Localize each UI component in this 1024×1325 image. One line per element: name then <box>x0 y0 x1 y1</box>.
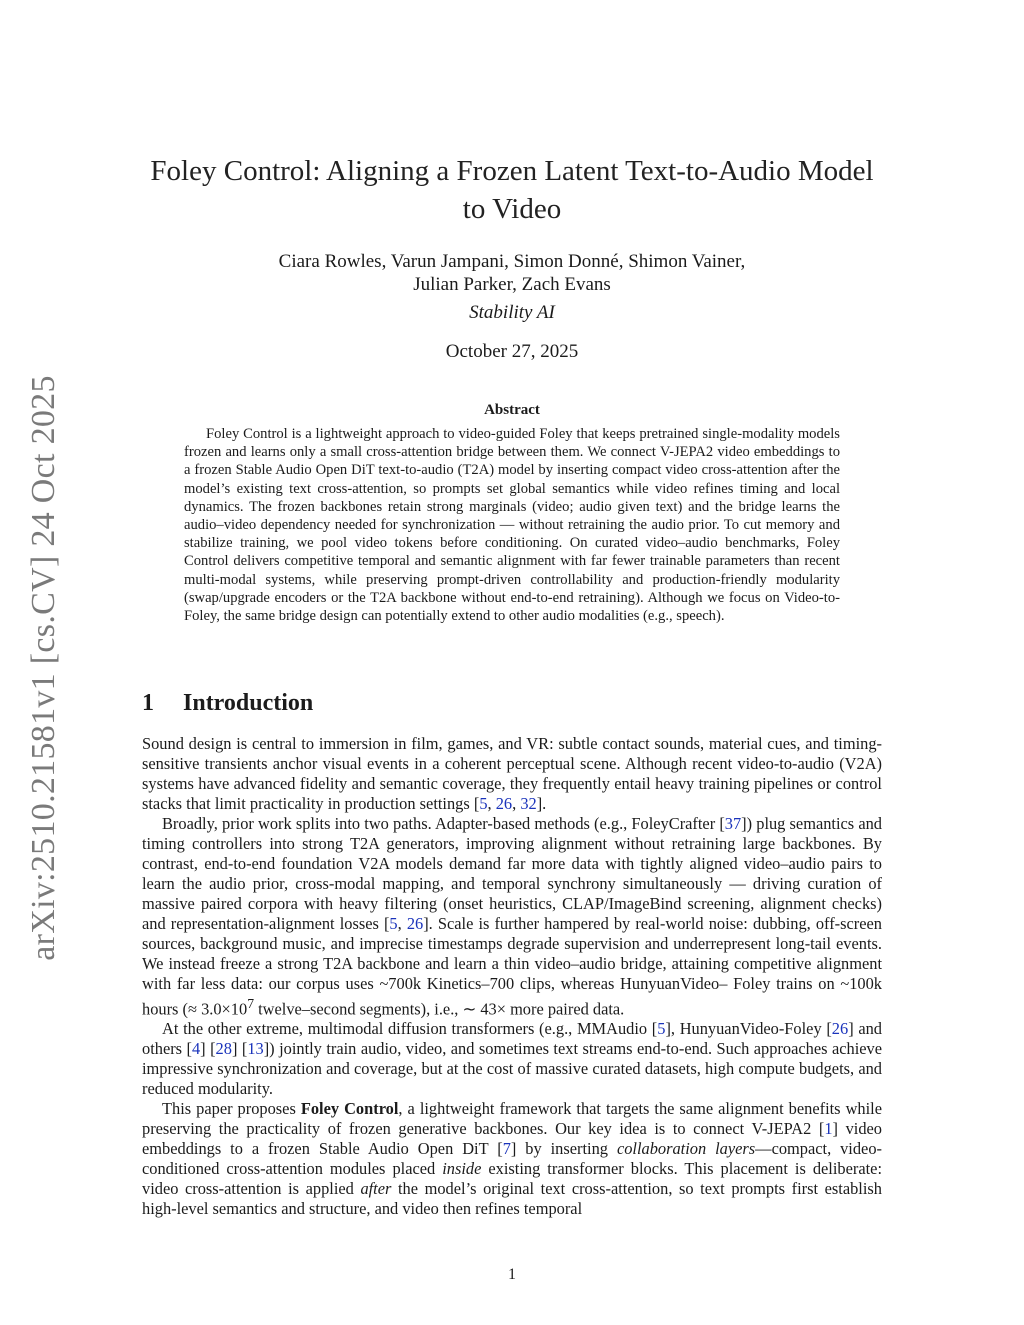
publication-date: October 27, 2025 <box>445 341 579 362</box>
bold-method-name: Foley Control <box>300 1099 399 1119</box>
emphasis-text: inside <box>442 1159 482 1179</box>
citation-link[interactable]: 4 <box>191 1039 201 1059</box>
citation-link[interactable]: 5 <box>479 794 488 813</box>
citation-link[interactable]: 26 <box>406 914 424 933</box>
introduction-body <box>142 734 882 1219</box>
paragraph-2: Broadly, prior work splits into two paths. Adapter-based methods (e.g., FoleyCrafter [37]) plug semantics and timing controllers into strong T2A generators, improving alignment without retraining large backbones. By contrast, end-to-end foundation V2A models demand far more data with tightly aligned video–audio pairs to learn the audio prior, cross-modal mapping, and temporal synchrony simultaneously — driving curation of massive paired corpora with heavy filtering (onset heuristics, CLAP/ImageBind screening, alignment checks) and representation-alignment losses [5, 26]. Scale is further hampered by real-world noise: dubbing, off-screen sources, background music, and imprecise timestamps degrade supervision and underrepresent long-tail events. We instead freeze a strong T2A backbone and learn a thin video–audio bridge, attaining competitive alignment with far less data: our corpus uses ~700k Kinetics–700 clips, whereas HunyuanVideo– Foley trains on ~100k hours (≈ $3.0\times 10^7$ twelve–second segments), i.e., ∼ 43× more paired data. <box>142 814 882 1019</box>
authors-line-2: Julian Parker, Zach Evans <box>413 274 611 295</box>
section-title: Introduction <box>183 690 314 716</box>
affiliation: Stability AI <box>469 302 555 323</box>
author-list <box>140 250 884 296</box>
arxiv-id-text: arXiv:2510.21581v1 [cs.CV] 24 Oct 2025 <box>25 375 62 961</box>
abstract-body: Foley Control is a lightweight approach to video-guided Foley that keeps pretrained single-modality models frozen and learns only a small cross-attention bridge between them. We connect V-JEPA2 video embeddings to a frozen Stable Audio Open DiT text-to-audio (T2A) model by inserting compact video cross-attention after the model’s existing text cross-attention, so prompts set global semantics while video refines timing and local dynamics. The frozen backbones retain strong marginals (video; audio given text) and the bridge learns the audio–video dependency needed for synchronization — without retraining the audio prior. To cut memory and stabilize training, we pool video tokens before conditioning. On curated video–audio benchmarks, Foley Control delivers competitive temporal and semantic alignment with far fewer trainable parameters than recent multi-modal systems, while preserving prompt-driven controllability and production-friendly modularity (swap/upgrade encoders or the T2A backbone without end-to-end retraining). Although we focus on Video-to-Foley, the same bridge design can potentially extend to other audio modalities (e.g., speech). <box>184 426 840 625</box>
section-heading-introduction <box>142 690 882 717</box>
paper-title <box>140 152 884 228</box>
superscript-exponent: 7 <box>247 996 255 1011</box>
citation-link[interactable]: 26 <box>495 794 513 813</box>
citation-link[interactable]: 13 <box>247 1039 264 1059</box>
citation-link[interactable]: 32 <box>520 794 537 813</box>
citation-link[interactable]: 37 <box>724 814 742 833</box>
citation-link[interactable]: 26 <box>831 1019 849 1039</box>
authors-line-1: Ciara Rowles, Varun Jampani, Simon Donné, Shimon Vainer, <box>278 251 746 272</box>
citation-link[interactable]: 7 <box>502 1139 511 1159</box>
section-number: 1 <box>142 690 154 716</box>
title-line-1: Foley Control: Aligning a Frozen Latent Text-to-Audio Model <box>150 155 874 187</box>
citation-link[interactable]: 28 <box>215 1039 232 1059</box>
paragraph-3: At the other extreme, multimodal diffusion transformers (e.g., MMAudio [5], HunyuanVideo-Foley [26] and others [4] [28] [13]) jointly train audio, video, and sometimes text streams end-to-end. Such approaches achieve impressive synchronization and coverage, but at the cost of massive curated datasets, high compute budgets, and reduced modularity. <box>142 1019 882 1099</box>
abstract-heading: Abstract <box>484 402 540 418</box>
title-line-2: to Video <box>462 193 562 225</box>
emphasis-text: after <box>360 1179 392 1199</box>
page-number: 1 <box>508 1266 516 1283</box>
paragraph-4: This paper proposes Foley Control, a lightweight framework that targets the same alignment benefits while preserving the practicality of frozen generative backbones. Our key idea is to connect V-JEPA2 [1] video embeddings to a frozen Stable Audio Open DiT [7] by inserting collaboration layers—compact, video-conditioned cross-attention modules placed inside existing transformer blocks. This placement is deliberate: video cross-attention is applied after the model’s original text cross-attention, so text prompts first establish high-level semantics and structure, and video then refines temporal <box>142 1099 882 1219</box>
citation-link[interactable]: 5 <box>657 1019 666 1039</box>
citation-link[interactable]: 1 <box>824 1119 833 1139</box>
paragraph-1: Sound design is central to immersion in film, games, and VR: subtle contact sounds, material cues, and timing-sensitive transients anchor visual events in a coherent perceptual scene. Although recent video-to-audio (V2A) systems have advanced fidelity and semantic coverage, they frequently entail heavy training pipelines or control stacks that limit practicality in production settings [5, 26, 32]. <box>142 734 882 813</box>
emphasis-text: collaboration layers <box>616 1139 756 1159</box>
citation-link[interactable]: 5 <box>389 914 398 933</box>
